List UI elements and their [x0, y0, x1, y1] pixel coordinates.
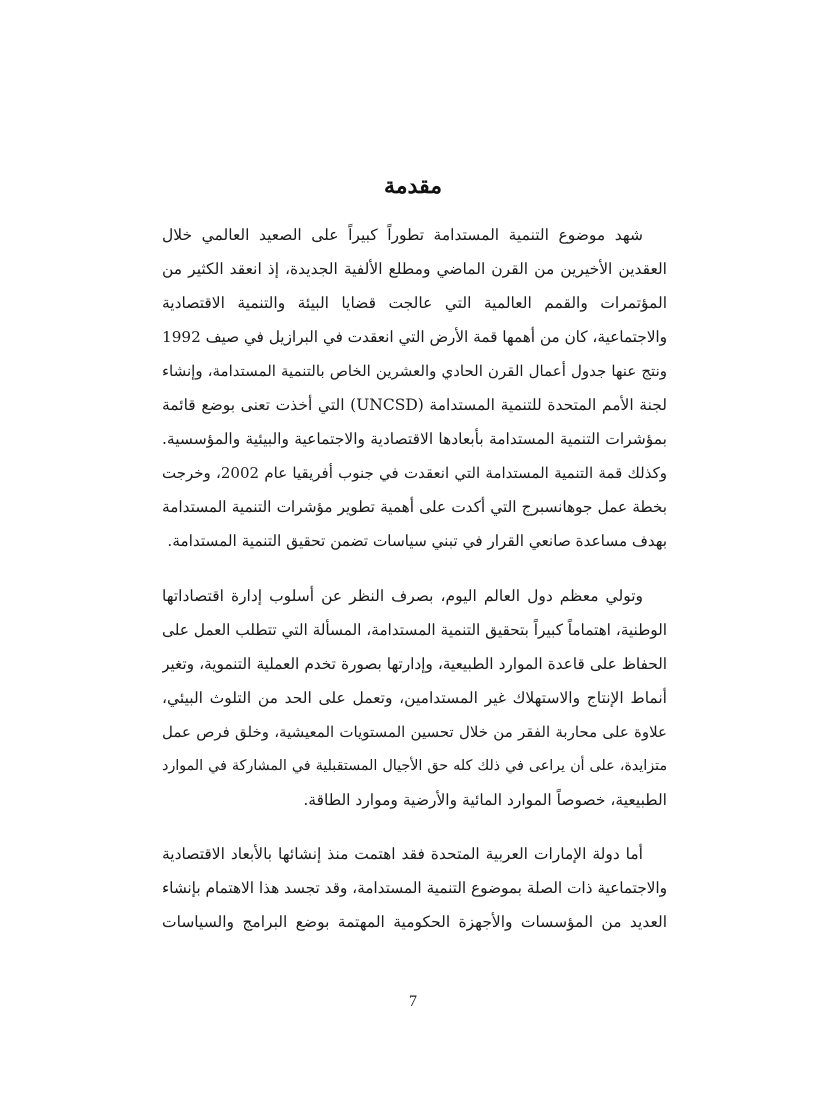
- page-title: مقدمة: [383, 173, 443, 199]
- text-line: الطبيعية، خصوصاً الموارد المائية والأرضية وموارد الطاقة.: [303, 791, 667, 809]
- text-line: والاجتماعية ذات الصلة بموضوع التنمية المستدامة، وقد تجسد هذا الاهتمام بإنشاء: [162, 879, 667, 897]
- text-line: علاوة على محاربة الفقر من خلال تحسين المستويات المعيشية، وخلق فرص عمل: [162, 723, 667, 741]
- paragraph-2: [162, 579, 667, 817]
- text-line: الحفاظ على قاعدة الموارد الطبيعية، وإدارتها بصورة تخدم العملية التنموية، وتغير: [162, 655, 667, 673]
- text-line: الوطنية، اهتماماً كبيراً بتحقيق التنمية المستدامة، المسألة التي تتطلب العمل على: [162, 621, 667, 639]
- text-line: ونتج عنها جدول أعمال القرن الحادي والعشرين الخاص بالتنمية المستدامة، وإنشاء: [162, 362, 667, 380]
- text-line: والاجتماعية، كان من أهمها قمة الأرض التي انعقدت في البرازيل في صيف 1992: [162, 328, 667, 346]
- text-line: بمؤشرات التنمية المستدامة بأبعادها الاقتصادية والاجتماعية والبيئية والمؤسسية.: [162, 430, 667, 448]
- text-line: أما دولة الإمارات العربية المتحدة فقد اهتمت منذ إنشائها بالأبعاد الاقتصادية: [162, 845, 643, 863]
- paragraph-1: [162, 218, 667, 558]
- text-line: متزايدة، على أن يراعى في ذلك كله حق الأجيال المستقبلية في المشاركة في الموارد: [162, 758, 667, 774]
- text-line: المؤتمرات والقمم العالمية التي عالجت قضايا البيئة والتنمية الاقتصادية: [162, 294, 667, 312]
- text-line: بهدف مساعدة صانعي القرار في تبني سياسات تضمن تحقيق التنمية المستدامة.: [167, 532, 667, 550]
- text-line: وكذلك قمة التنمية المستدامة التي انعقدت في جنوب أفريقيا عام 2002، وخرجت: [162, 464, 667, 482]
- paragraph-3: [162, 837, 667, 939]
- text-line: أنماط الإنتاج والاستهلاك غير المستدامين، وتعمل على الحد من التلوث البيئي،: [162, 689, 667, 707]
- text-line: العقدين الأخيرين من القرن الماضي ومطلع الألفية الجديدة، إذ انعقد الكثير من: [162, 260, 667, 278]
- text-line: لجنة الأمم المتحدة للتنمية المستدامة (UNCSD) التي أخذت تعنى بوضع قائمة: [162, 396, 667, 414]
- text-line: بخطة عمل جوهانسبرج التي أكدت على أهمية تطوير مؤشرات التنمية المستدامة: [162, 498, 667, 516]
- text-line: شهد موضوع التنمية المستدامة تطوراً كبيراً على الصعيد العالمي خلال: [162, 226, 643, 244]
- page-number: 7: [409, 993, 417, 1010]
- text-line: العديد من المؤسسات والأجهزة الحكومية المهتمة بوضع البرامج والسياسات: [162, 913, 667, 931]
- text-line: وتولي معظم دول العالم اليوم، بصرف النظر عن أسلوب إدارة اقتصاداتها: [162, 587, 643, 605]
